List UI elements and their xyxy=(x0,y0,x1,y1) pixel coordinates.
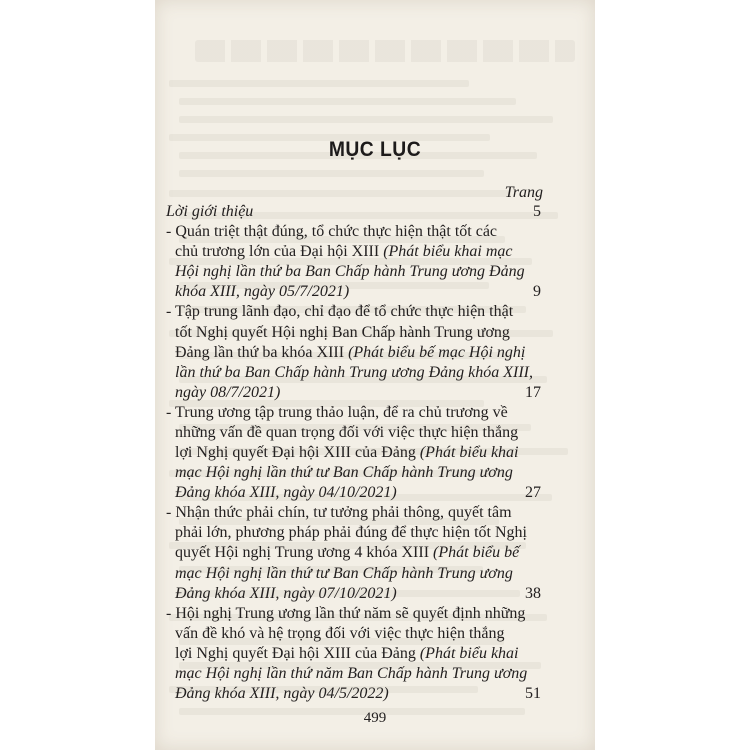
bleed-through-line xyxy=(169,80,469,87)
toc-entry-line xyxy=(155,523,595,543)
page-title: MỤC LỤC xyxy=(328,138,422,161)
toc-entry-text: - Quán triệt thật đúng, tổ chức thực hiện thật tốt các xyxy=(166,223,498,241)
toc-entry-text: tốt Nghị quyết Hội nghị Ban Chấp hành Trung ương xyxy=(175,323,510,341)
toc-page-number: 9 xyxy=(533,283,541,301)
toc-entry-line xyxy=(155,222,595,242)
toc-entry-text-part: quyết Hội nghị Trung ương 4 khóa XIII xyxy=(175,544,434,562)
toc-entry-line xyxy=(155,363,595,383)
toc-entry-text: Lời giới thiệu xyxy=(166,203,254,220)
toc-entry-text: - Tập trung lãnh đạo, chỉ đạo để tổ chức thực hiện thật xyxy=(166,303,514,321)
toc-entry-text xyxy=(175,242,513,262)
toc-entry-text: ngày 08/7/2021) xyxy=(175,383,281,401)
book-page xyxy=(155,0,595,750)
toc-entry-text xyxy=(175,543,519,563)
toc-entry-text: - Nhận thức phải chín, tư tưởng phải thông, quyết tâm xyxy=(166,504,512,522)
toc-entry-line xyxy=(155,684,595,704)
toc-entry-text: những vấn đề quan trọng đối với việc thực hiện thắng xyxy=(175,423,519,441)
toc-page-number: 5 xyxy=(533,203,541,220)
toc-entry-line xyxy=(155,262,595,282)
toc-entry-text-part: lợi Nghị quyết Đại hội XIII của Đảng xyxy=(175,444,420,461)
toc-entry-intro xyxy=(155,202,595,222)
toc-entry-line xyxy=(155,483,595,503)
toc-entry-text: Hội nghị lần thứ ba Ban Chấp hành Trung ương Đảng xyxy=(175,263,525,281)
toc-entry-text: mạc Hội nghị lần thứ tư Ban Chấp hành Trung ương xyxy=(175,564,513,582)
toc-entry-text: - Trung ương tập trung thảo luận, để ra chủ trương về xyxy=(166,403,508,421)
toc-entry-text: - Hội nghị Trung ương lần thứ năm sẽ quyết định những xyxy=(166,604,526,622)
toc-page-number: 17 xyxy=(525,383,541,401)
bleed-through-line xyxy=(179,116,553,123)
toc-entry-text-part: Đảng lần thứ ba khóa XIII xyxy=(175,343,349,361)
bleed-through-line xyxy=(179,170,484,177)
toc-entry-text-part: lợi Nghị quyết Đại hội XIII của Đảng xyxy=(175,644,420,662)
toc-entry-italic-part: (Phát biểu khai xyxy=(419,444,519,461)
toc-entry-italic-part: (Phát biểu bế mạc Hội nghị xyxy=(348,343,526,361)
toc-entry-text: vấn đề khó và hệ trọng đối với việc thực hiện thắng xyxy=(175,624,505,642)
toc-entry-line xyxy=(155,584,595,604)
toc-entry-text xyxy=(175,644,518,664)
toc-entry-italic-part: (Phát biểu khai mạc xyxy=(383,243,513,261)
bleed-through-line xyxy=(169,190,511,197)
toc-entry-line xyxy=(155,403,595,423)
toc-entry-text: phải lớn, phương pháp phải đúng để thực hiện tốt Nghị xyxy=(175,524,527,542)
toc-entry-line xyxy=(155,564,595,584)
toc-entry-text: Đảng khóa XIII, ngày 07/10/2021) xyxy=(175,584,397,602)
page-number-footer: 499 xyxy=(363,710,387,726)
bleed-through-header xyxy=(195,40,575,62)
toc-entry-line xyxy=(155,343,595,363)
toc-entry-text: mạc Hội nghị lần thứ năm Ban Chấp hành Trung ương xyxy=(175,664,528,682)
toc-page-number: 27 xyxy=(525,484,541,502)
toc-entry-text xyxy=(175,443,518,463)
toc-entry-line xyxy=(155,323,595,343)
toc-entry-italic-part: (Phát biểu bế xyxy=(433,544,520,562)
toc-entry-text: lần thứ ba Ban Chấp hành Trung ương Đảng khóa XIII, xyxy=(175,363,533,381)
toc-entry-line xyxy=(155,644,595,664)
toc-entry-line xyxy=(155,242,595,262)
toc-entry-line xyxy=(155,383,595,403)
toc-entry-line xyxy=(155,282,595,302)
toc-entry-line xyxy=(155,624,595,644)
toc-entry-text-part: chủ trương lớn của Đại hội XIII xyxy=(175,243,384,261)
toc-entry-line xyxy=(155,543,595,563)
toc-page-number: 51 xyxy=(525,685,541,702)
page-column-label: Trang xyxy=(504,184,543,201)
toc-entry-line xyxy=(155,443,595,463)
toc-entry-line xyxy=(155,302,595,322)
toc-entry-text: Đảng khóa XIII, ngày 04/5/2022) xyxy=(175,685,389,702)
toc-page-number: 38 xyxy=(525,584,541,602)
toc-entry-line xyxy=(155,463,595,483)
toc-entry-italic-part: (Phát biểu khai xyxy=(419,644,519,662)
toc-entry-text: khóa XIII, ngày 05/7/2021) xyxy=(175,283,350,301)
toc-entry-text xyxy=(175,343,525,363)
bleed-through-line xyxy=(179,98,516,105)
toc-entry-line xyxy=(155,503,595,523)
toc-entry-line xyxy=(155,604,595,624)
toc-entry-line xyxy=(155,423,595,443)
toc-entry-text: Đảng khóa XIII, ngày 04/10/2021) xyxy=(175,484,397,502)
toc-entry-text: mạc Hội nghị lần thứ tư Ban Chấp hành Trung ương xyxy=(175,464,513,482)
toc-entry-line xyxy=(155,664,595,684)
